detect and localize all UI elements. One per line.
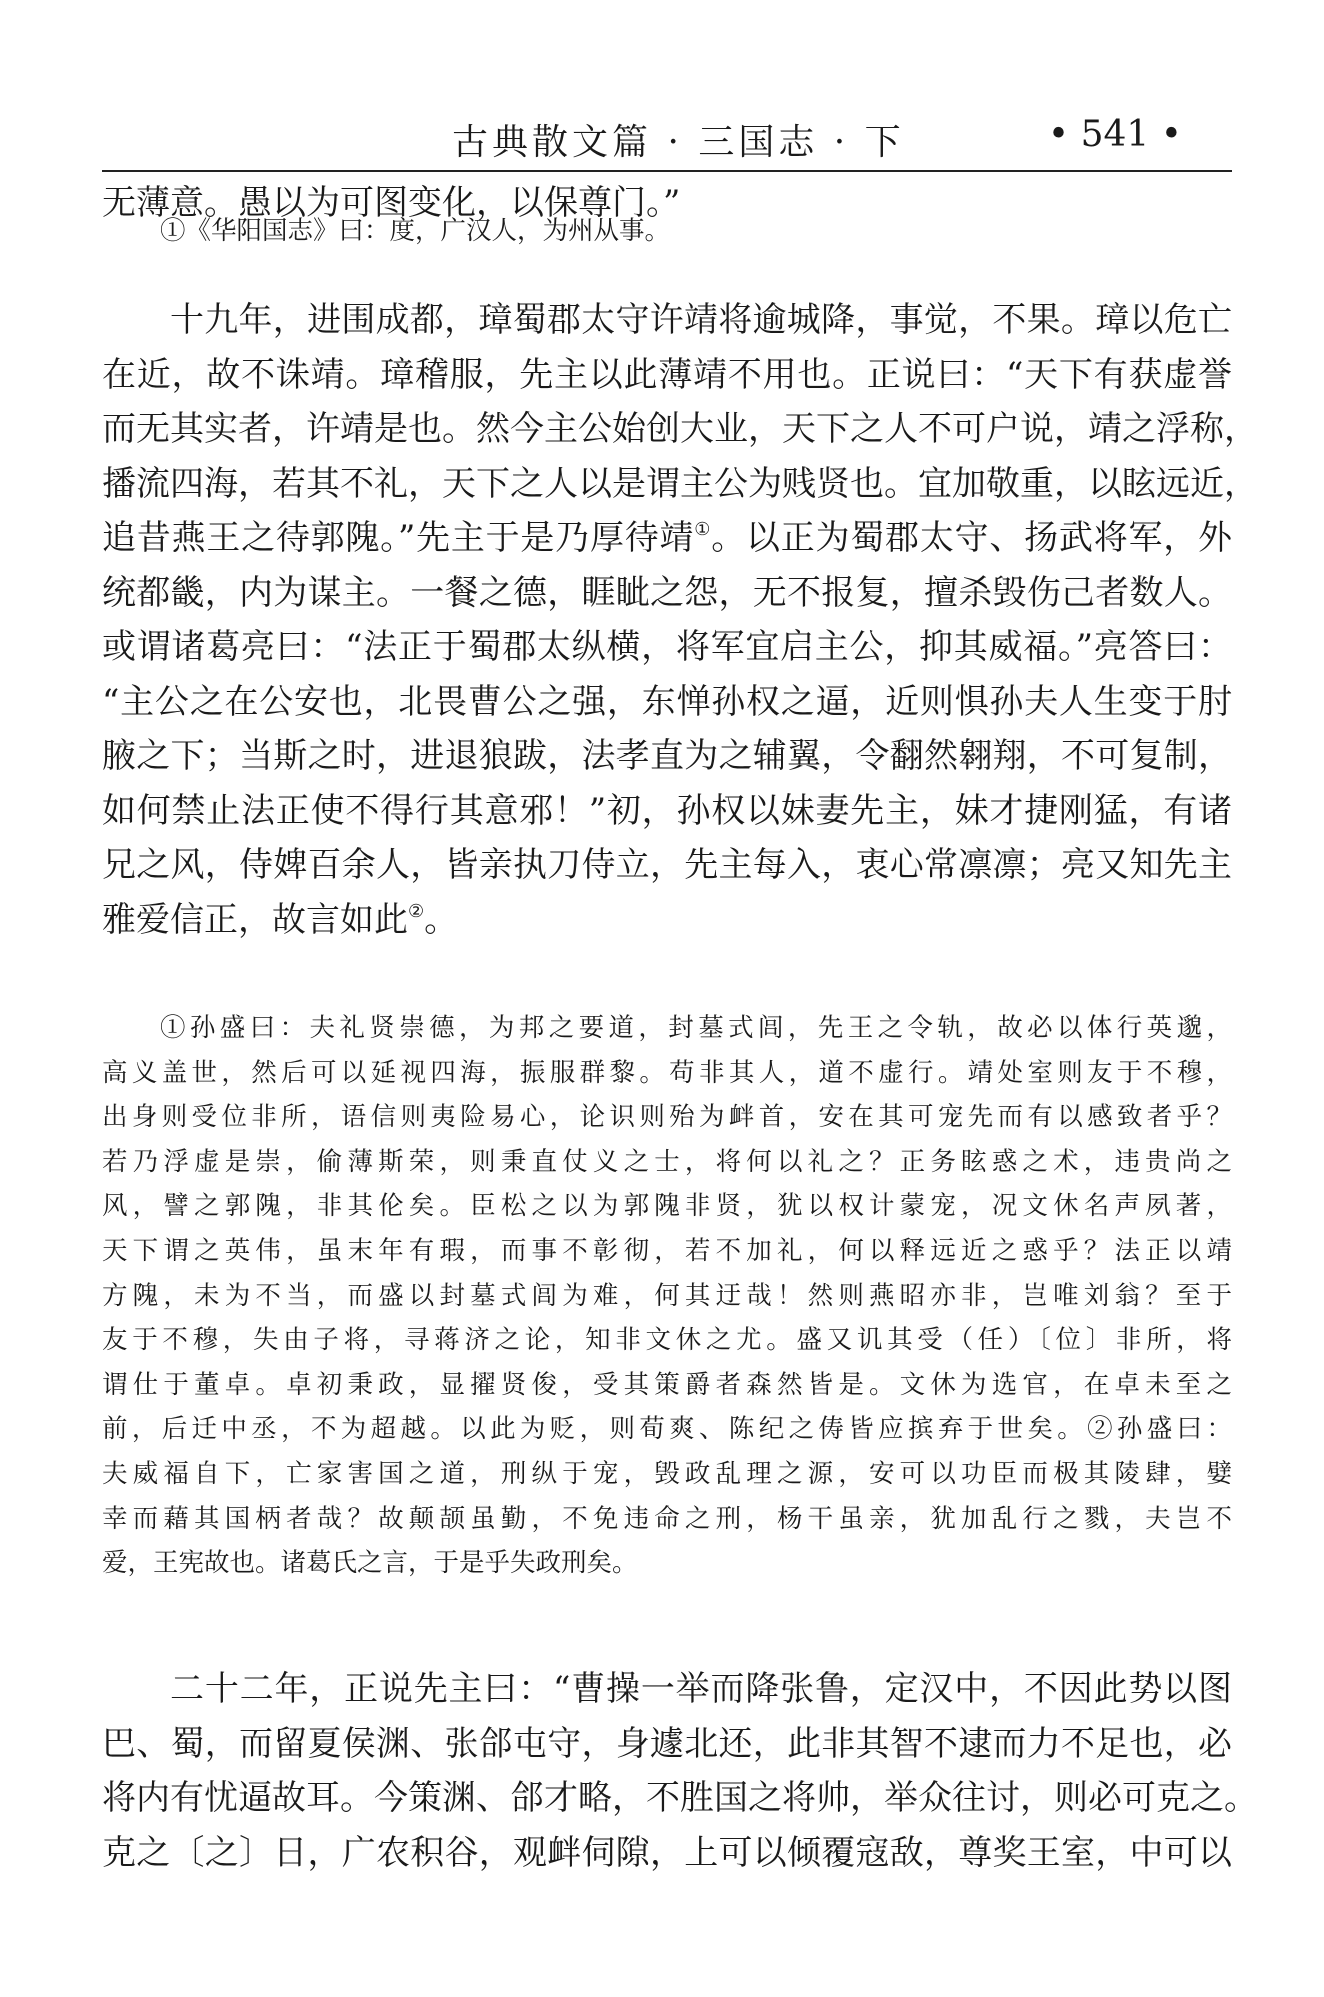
text-line: 雅爱信正，故言如此②。 [102,899,459,940]
footnote-line: 高义盖世，然后可以延视四海，振服群黎。苟非其人，道不虚行。靖处室则友于不穆， [102,1057,1232,1088]
paragraph-year-22 [102,1662,1258,1880]
text-line: “主公之在公安也，北畏曹公之强，东惮孙权之逼，近则惧孙夫人生变于肘 [102,681,1232,722]
footnotes-block [102,1006,1232,1586]
paragraph-year-19 [102,293,1258,947]
text-line: 统都畿，内为谋主。一餐之德，睚眦之怨，无不报复，擅杀毁伤己者数人。 [102,572,1232,613]
footnote-line: 谓仕于董卓。卓初秉政，显擢贤俊，受其策爵者森然皆是。文休为选官，在卓未至之 [102,1369,1232,1400]
text-line: 追昔燕王之待郭隗。”先主于是乃厚待靖①。以正为蜀郡太守、扬武将军，外 [102,518,1233,558]
text-line: 腋之下；当斯之时，进退狼跋，法孝直为之辅翼，令翻然翱翔，不可复制， [102,736,1232,776]
footnote-mark: ② [408,900,425,922]
footnote-top [102,209,1232,254]
text-line: 而无其实者，许靖是也。然今主公始创大业，天下之人不可户说，靖之浮称， [102,409,1258,449]
page-header [102,108,1232,172]
text-line: 将内有忧逼故耳。今策渊、郃才略，不胜国之将帅，举众往讨，则必可克之。 [102,1778,1258,1818]
text-line: 播流四海，若其不礼，天下之人以是谓主公为贱贤也。宜加敬重，以眩远近， [102,463,1258,504]
text-line: 十九年，进围成都，璋蜀郡太守许靖将逾城降，事觉，不果。璋以危亡 [170,300,1232,340]
text-line: 无薄意。愚以为可图变化，以保尊门。” [102,183,681,223]
text-line: 或谓诸葛亮曰：“法正于蜀郡太纵横，将军宜启主公，抑其威福。”亮答曰： [102,627,1232,667]
footnote-line: 出身则受位非所，语信则夷险易心，论识则殆为衅首，安在其可宠先而有以感致者乎？ [102,1102,1232,1133]
footnote-line: ①孙盛曰：夫礼贤崇德，为邦之要道，封墓式闾，先王之令轨，故必以体行英邈， [160,1013,1232,1043]
text-line: 二十二年，正说先主曰：“曹操一举而降张鲁，定汉中，不因此势以图 [170,1669,1232,1709]
footnote-line: 友于不穆，失由子将，寻蒋济之论，知非文休之尤。盛又讥其受（任）〔位〕非所，将 [102,1325,1232,1356]
footnote-line: 爱，王宪故也。诸葛氏之言，于是乎失政刑矣。 [102,1548,638,1579]
footnote-line: 风，譬之郭隗，非其伦矣。臣松之以为郭隗非贤，犹以权计蒙宠，况文休名声夙著， [102,1191,1232,1222]
footnote-line: 方隗，未为不当，而盛以封墓式闾为难，何其迂哉！然则燕昭亦非，岂唯刘翁？至于 [102,1280,1232,1311]
footnote-line: ①《华阳国志》曰：度，广汉人，为州从事。 [160,216,671,246]
running-title: 古典散文篇 · 三国志 · 下 [452,122,905,163]
text-line: 在近，故不诛靖。璋稽服，先主以此薄靖不用也。正说曰：“天下有获虚誉 [102,354,1232,395]
text-line: 巴、蜀，而留夏侯渊、张郃屯守，身遽北还，此非其智不逮而力不足也，必 [102,1723,1232,1764]
text-line: 克之〔之〕日，广农积谷，观衅伺隙，上可以倾覆寇敌，尊奖王室，中可以 [102,1832,1232,1873]
footnote-line: 幸而藉其国柄者哉？故颠颉虽勤，不免违命之刑，杨干虽亲，犹加乱行之戮，夫岂不 [102,1503,1232,1534]
page-number: • 541 • [1047,114,1182,155]
footnote-line: 天下谓之英伟，虽末年有瑕，而事不彰彻，若不加礼，何以释远近之惑乎？法正以靖 [102,1235,1232,1266]
footnote-line: 夫威福自下，亡家害国之道，刑纵于宠，毁政乱理之源，安可以功臣而极其陵肆，嬖 [102,1458,1232,1489]
text-line: 兄之风，侍婢百余人，皆亲执刀侍立，先主每入，衷心常凛凛；亮又知先主 [102,845,1232,885]
footnote-line: 前，后迁中丞，不为超越。以此为贬，则荀爽、陈纪之俦皆应摈弃于世矣。②孙盛曰： [102,1414,1232,1445]
footnote-mark: ① [694,519,712,540]
footnote-line: 若乃浮虚是崇，偷薄斯荣，则秉直仗义之士，将何以礼之？正务眩惑之术，违贵尚之 [102,1146,1232,1177]
text-line: 如何禁止法正使不得行其意邪！”初，孙权以妹妻先主，妹才捷刚猛，有诸 [102,790,1232,831]
